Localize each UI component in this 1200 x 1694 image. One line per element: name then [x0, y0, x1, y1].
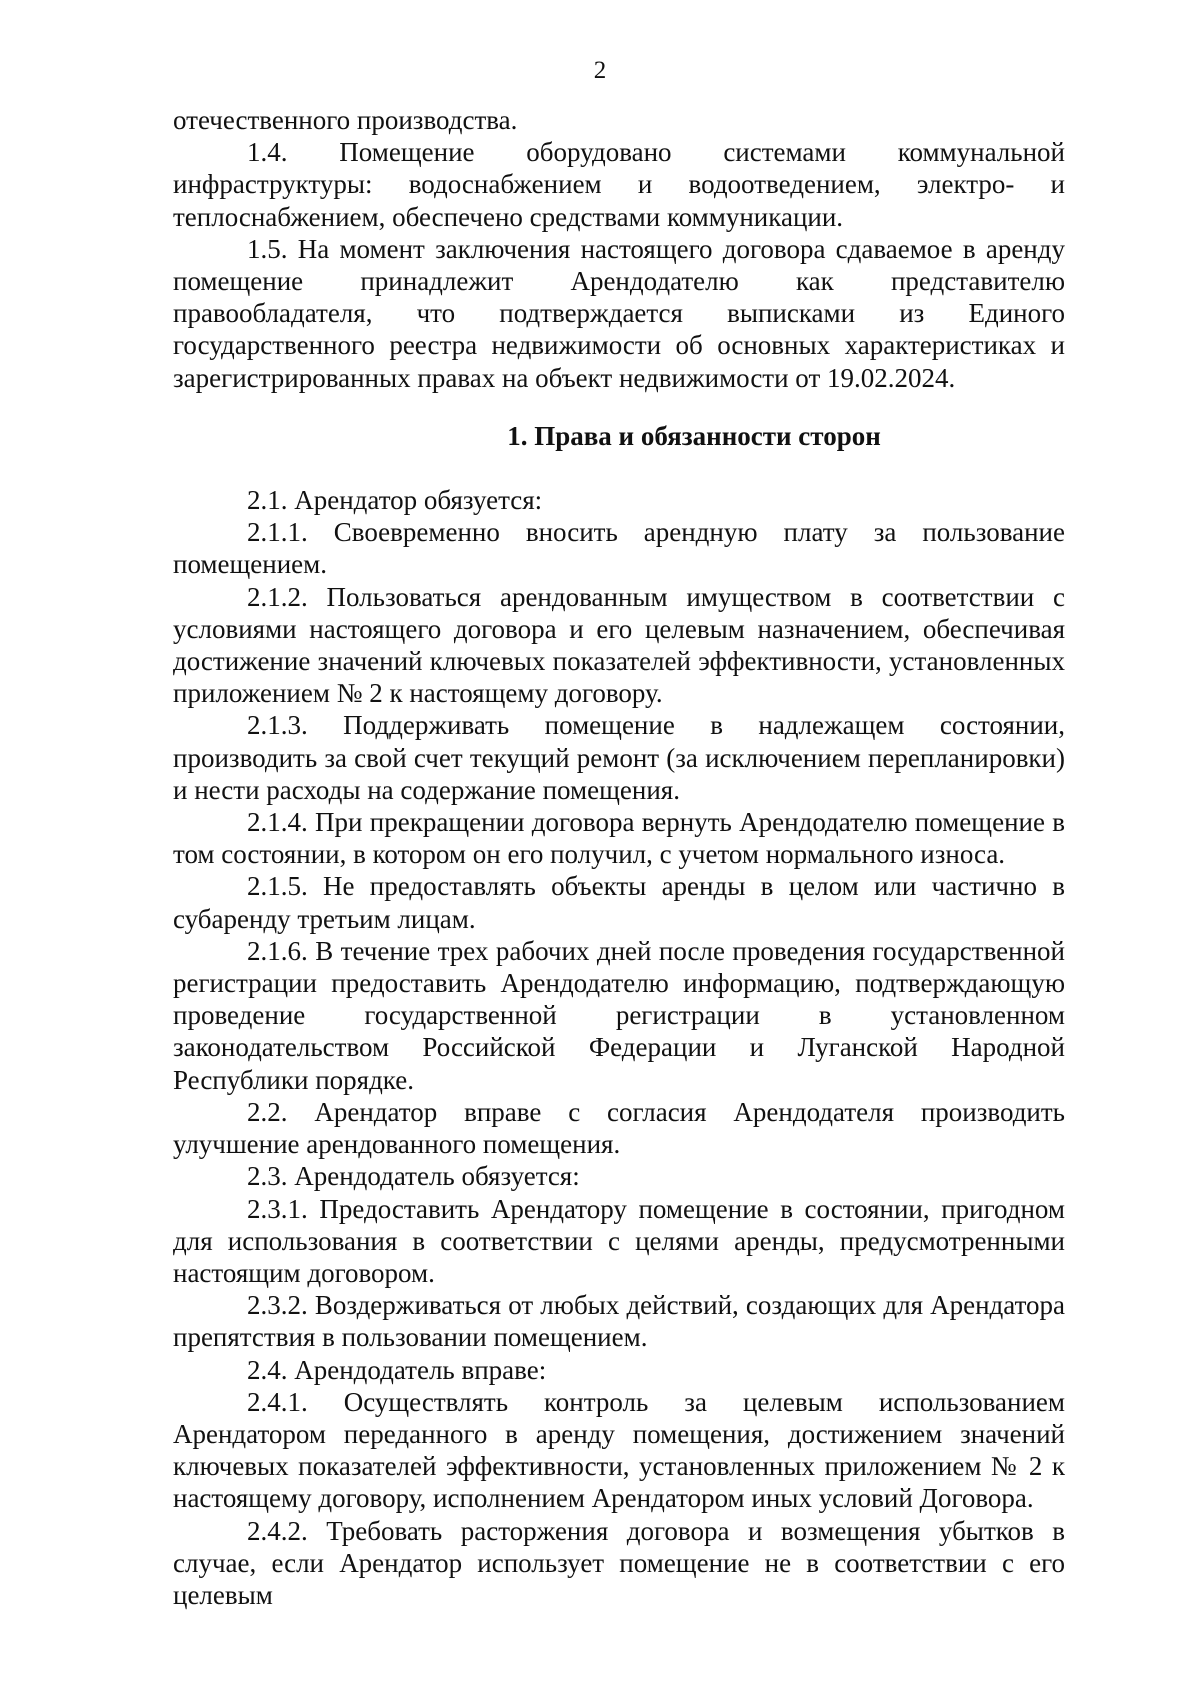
paragraph-2-4-1: 2.4.1. Осуществлять контроль за целевым использованием Арендатором переданного в аренду помещения, достижением значений ключевых показателей эффективности, установленных приложением № 2 к настоящему договору, исполнением Арендатором иных условий Договора.	[173, 1386, 1065, 1514]
paragraph-continuation: отечественного производства.	[173, 105, 518, 135]
paragraph-2-3-1: 2.3.1. Предоставить Арендатору помещение в состоянии, пригодном для использования в соответствии с целями аренды, предусмотренными настоящим договором.	[173, 1193, 1065, 1288]
paragraph-2-4-2: 2.4.2. Требовать расторжения договора и возмещения убытков в случае, если Арендатор использует помещение не в соответствии с его целевым	[173, 1515, 1065, 1610]
paragraph-2-2: 2.2. Арендатор вправе с согласия Арендодателя производить улучшение арендованного помещения.	[173, 1096, 1065, 1160]
paragraph-2-1-3: 2.1.3. Поддерживать помещение в надлежащем состоянии, производить за свой счет текущий ремонт (за исключением перепланировки) и нести расходы на содержание помещения.	[173, 710, 1065, 805]
paragraph-2-1-2: 2.1.2. Пользоваться арендованным имуществом в соответствии с условиями настоящего договора и его целевым назначением, обеспечивая достижение значений ключевых показателей эффективности, установленных приложением № 2 к настоящему договору.	[173, 581, 1065, 709]
document-body	[173, 104, 1065, 1611]
paragraph-2-3-2: 2.3.2. Воздерживаться от любых действий, создающих для Арендатора препятствия в пользовании помещением.	[173, 1290, 1065, 1353]
paragraph-2-3: 2.3. Арендодатель обязуется:	[247, 1161, 580, 1192]
paragraph-2-1-4: 2.1.4. При прекращении договора вернуть Арендодателю помещение в том состоянии, в котором он его получил, с учетом нормального износа.	[173, 807, 1065, 870]
paragraph-2-1-6: 2.1.6. В течение трех рабочих дней после проведения государственной регистрации предоставить Арендодателю информацию, подтверждающую проведение государственной регистрации в установленном законодательством Российской Федерации и Луганской Народной Республики порядке.	[173, 935, 1065, 1095]
paragraph-2-4: 2.4. Арендодатель вправе:	[247, 1354, 547, 1385]
paragraph-1-5: 1.5. На момент заключения настоящего договора сдаваемое в аренду помещение принадлежит Арендодателю как представителю правообладателя, что подтверждается выписками из Единого государственного реестра недвижимости об основных характеристиках и зарегистрированных правах на объект недвижимости от 19.02.2024.	[173, 233, 1065, 393]
paragraph-1-4: 1.4. Помещение оборудовано системами коммунальной инфраструктуры: водоснабжением и водоотведением, электро- и теплоснабжением, обеспечено средствами коммуникации.	[173, 137, 1065, 232]
paragraph-2-1: 2.1. Арендатор обязуется:	[247, 485, 543, 516]
paragraph-2-1-5: 2.1.5. Не предоставлять объекты аренды в целом или частично в субаренду третьим лицам.	[173, 871, 1065, 934]
page-number: 2	[593, 57, 607, 84]
section-heading: 1. Права и обязанности сторон	[507, 420, 881, 451]
paragraph-2-1-1: 2.1.1. Своевременно вносить арендную плату за пользование помещением.	[173, 517, 1065, 580]
